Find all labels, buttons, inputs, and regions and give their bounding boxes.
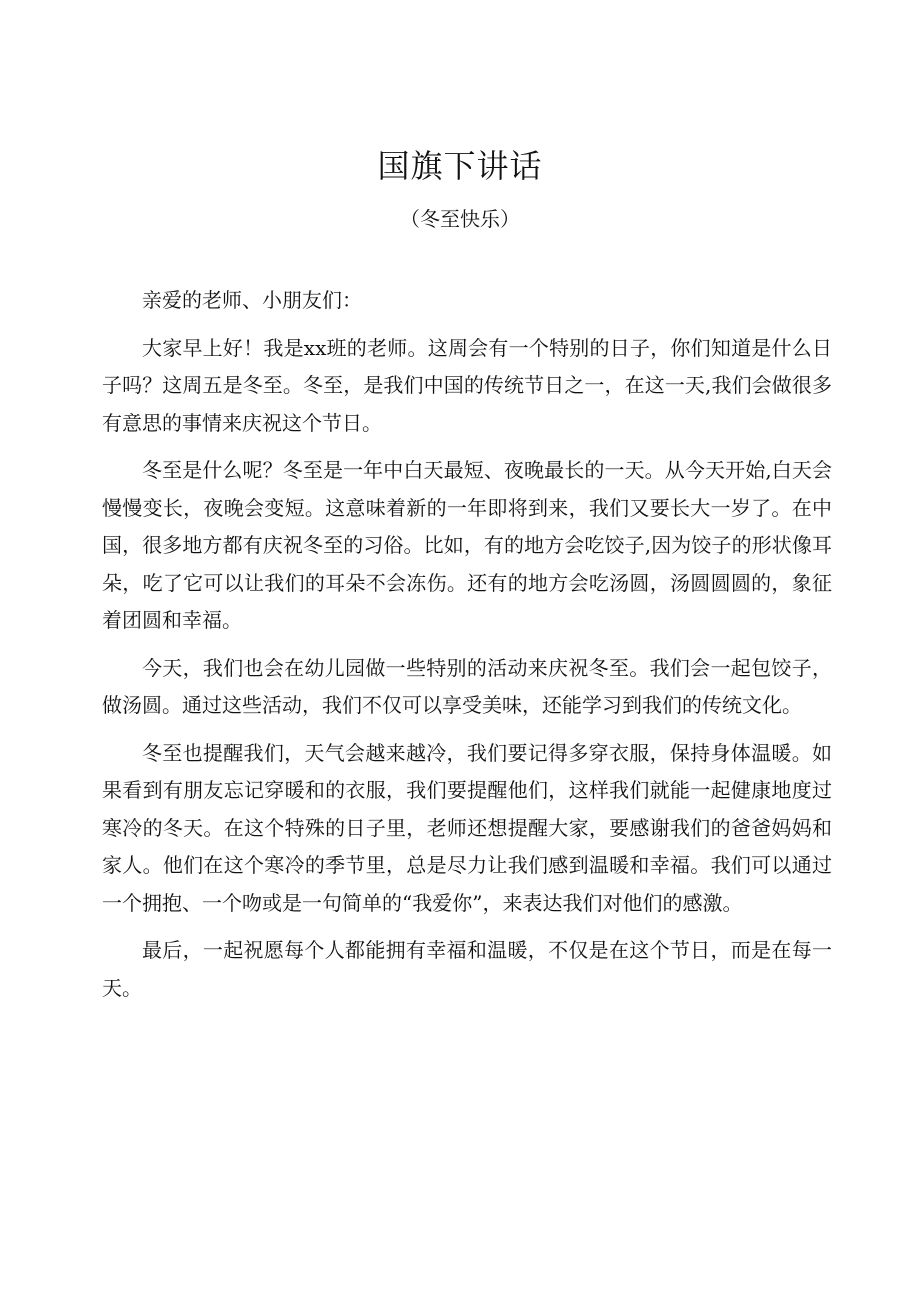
speech-body <box>102 282 832 1017</box>
paragraph: 大家早上好！我是xx班的老师。这周会有一个特别的日子，你们知道是什么日子吗？这周五是冬至。冬至，是我们中国的传统节日之一，在这一天,我们会做很多有意思的事情来庆祝这个节日。 <box>102 335 832 435</box>
document-title: 国旗下讲话 <box>377 147 543 185</box>
paragraph: 今天，我们也会在幼儿园做一些特别的活动来庆祝冬至。我们会一起包饺子，做汤圆。通过这些活动，我们不仅可以享受美味，还能学习到我们的传统文化。 <box>102 655 832 717</box>
paragraph: 冬至也提醒我们，天气会越来越冷，我们要记得多穿衣服，保持身体温暖。如果看到有朋友忘记穿暖和的衣服，我们要提醒他们，这样我们就能一起健康地度过寒冷的冬天。在这个特殊的日子里，老师还想提醒大家，要感谢我们的爸爸妈妈和家人。他们在这个寒冷的季节里，总是尽力让我们感到温暖和幸福。我们可以通过一个拥抱、一个吻或是一句简单的“我爱你”，来表达我们对他们的感激。 <box>102 740 832 915</box>
paragraph-closing: 最后，一起祝愿每个人都能拥有幸福和温暖，不仅是在这个节日，而是在每一天。 <box>102 938 832 1000</box>
document-subtitle: （冬至快乐） <box>400 207 520 231</box>
paragraph: 冬至是什么呢？冬至是一年中白天最短、夜晚最长的一天。从今天开始,白天会慢慢变长，夜晚会变短。这意味着新的一年即将到来，我们又要长大一岁了。在中国，很多地方都有庆祝冬至的习俗。比如，有的地方会吃饺子,因为饺子的形状像耳朵，吃了它可以让我们的耳朵不会冻伤。还有的地方会吃汤圆，汤圆圆圆的，象征着团圆和幸福。 <box>102 458 832 632</box>
paragraph-greeting: 亲爱的老师、小朋友们： <box>142 288 362 312</box>
